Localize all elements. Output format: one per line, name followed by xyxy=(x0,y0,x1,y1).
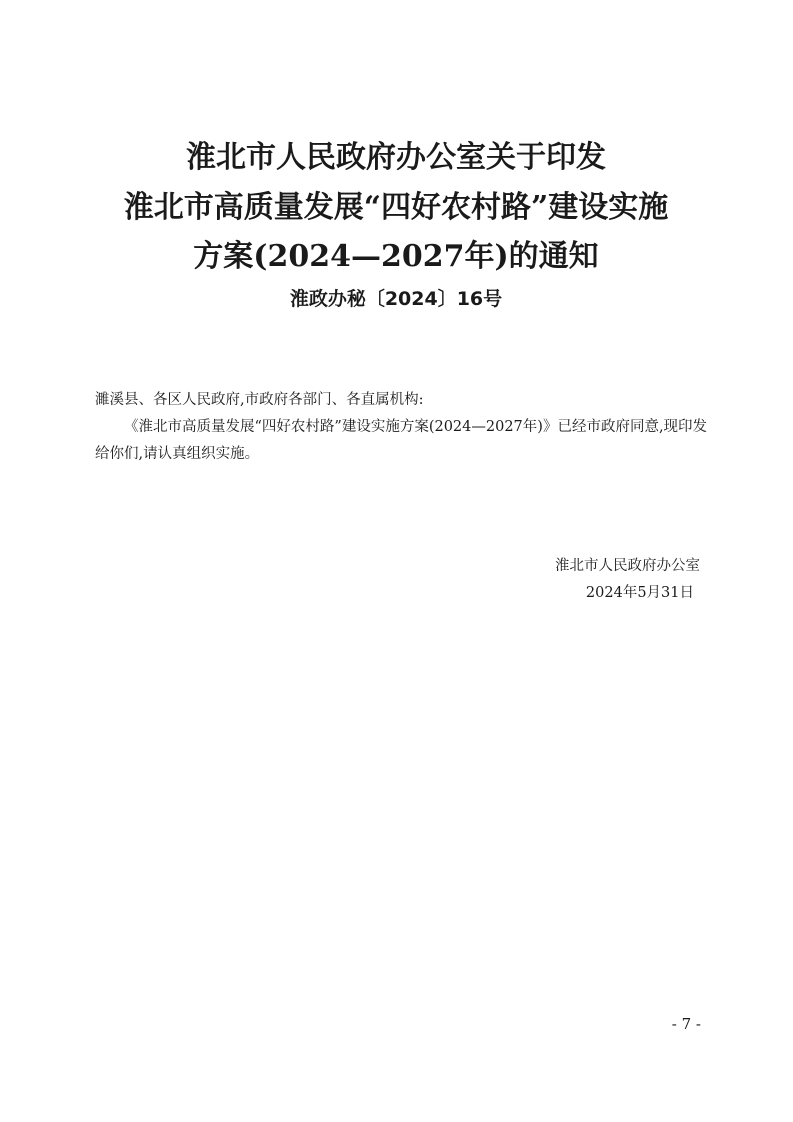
signature-organization: 淮北市人民政府办公室 xyxy=(555,558,700,574)
page-number: - 7 - xyxy=(671,1015,701,1033)
title-line-2: 淮北市高质量发展“四好农村路”建设实施 xyxy=(123,190,669,225)
addressee: 濉溪县、各区人民政府,市政府各部门、各直属机构: xyxy=(95,392,424,408)
signature-date: 2024年5月31日 xyxy=(585,585,694,601)
title-line-3: 方案(2024—2027年)的通知 xyxy=(193,239,599,274)
title-line-1: 淮北市人民政府办公室关于印发 xyxy=(186,140,606,175)
body-paragraph: 《淮北市高质量发展“四好农村路”建设实施方案(2024—2027年)》已经市政府同意,现印发给你们,请认真组织实施。 xyxy=(95,419,708,462)
document-number: 淮政办秘〔2024〕16号 xyxy=(289,288,503,310)
